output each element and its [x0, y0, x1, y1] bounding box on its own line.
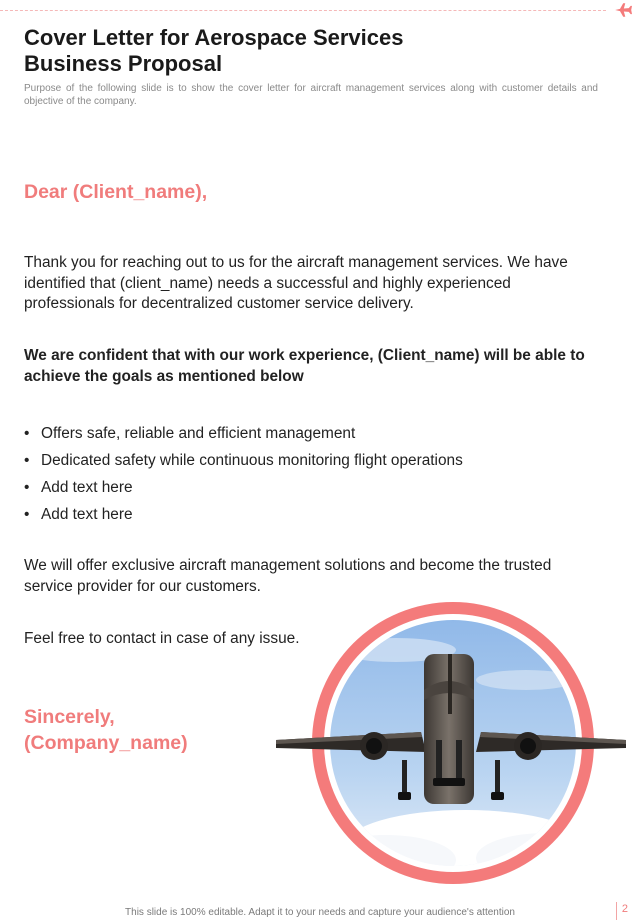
- list-item: [24, 447, 584, 474]
- airplane-landing-photo: [276, 590, 626, 890]
- closing-paragraph: We will offer exclusive aircraft management solutions and become the trusted service provider for our customers.: [24, 557, 552, 595]
- bullet-dot-icon: •: [24, 452, 30, 469]
- title-line-1: Cover Letter for Aerospace Services: [24, 25, 404, 50]
- header-dashed-rule: [0, 10, 606, 11]
- list-item: [24, 501, 584, 528]
- salutation: Dear (Client_name),: [24, 181, 208, 203]
- signoff-company: (Company_name): [24, 732, 188, 754]
- list-item-text: Dedicated safety while continuous monitoring flight operations: [41, 452, 463, 469]
- signoff-line-1: Sincerely,: [24, 706, 115, 728]
- list-item-text: Add text here: [41, 506, 133, 523]
- airplane-icon: [614, 2, 634, 18]
- list-item: [24, 474, 584, 501]
- list-item-text: Add text here: [41, 479, 133, 496]
- intro-paragraph: Thank you for reaching out to us for the aircraft management services. We have identified that (client_name) needs a successful and highly experienced professionals for decentralized customer service delivery.: [24, 254, 568, 312]
- bullet-dot-icon: •: [24, 506, 30, 523]
- signoff: [24, 704, 188, 756]
- footer-note: This slide is 100% editable. Adapt it to your needs and capture your audience's attention: [125, 907, 515, 918]
- page-title: [24, 25, 614, 77]
- goals-list: [24, 420, 584, 528]
- title-line-2: Business Proposal: [24, 51, 223, 76]
- contact-paragraph: Feel free to contact in case of any issue.: [24, 630, 300, 647]
- bullet-dot-icon: •: [24, 425, 30, 442]
- page-number: 2: [621, 903, 628, 915]
- list-item-text: Offers safe, reliable and efficient management: [41, 425, 356, 442]
- bullet-dot-icon: •: [24, 479, 30, 496]
- page-subtitle: Purpose of the following slide is to show the cover letter for aircraft management services along with customer details and objective of the company.: [24, 83, 598, 107]
- confidence-paragraph: We are confident that with our work experience, (Client_name) will be able to achieve the goals as mentioned below: [24, 347, 585, 385]
- list-item: [24, 420, 584, 447]
- page-number-divider: [616, 902, 617, 920]
